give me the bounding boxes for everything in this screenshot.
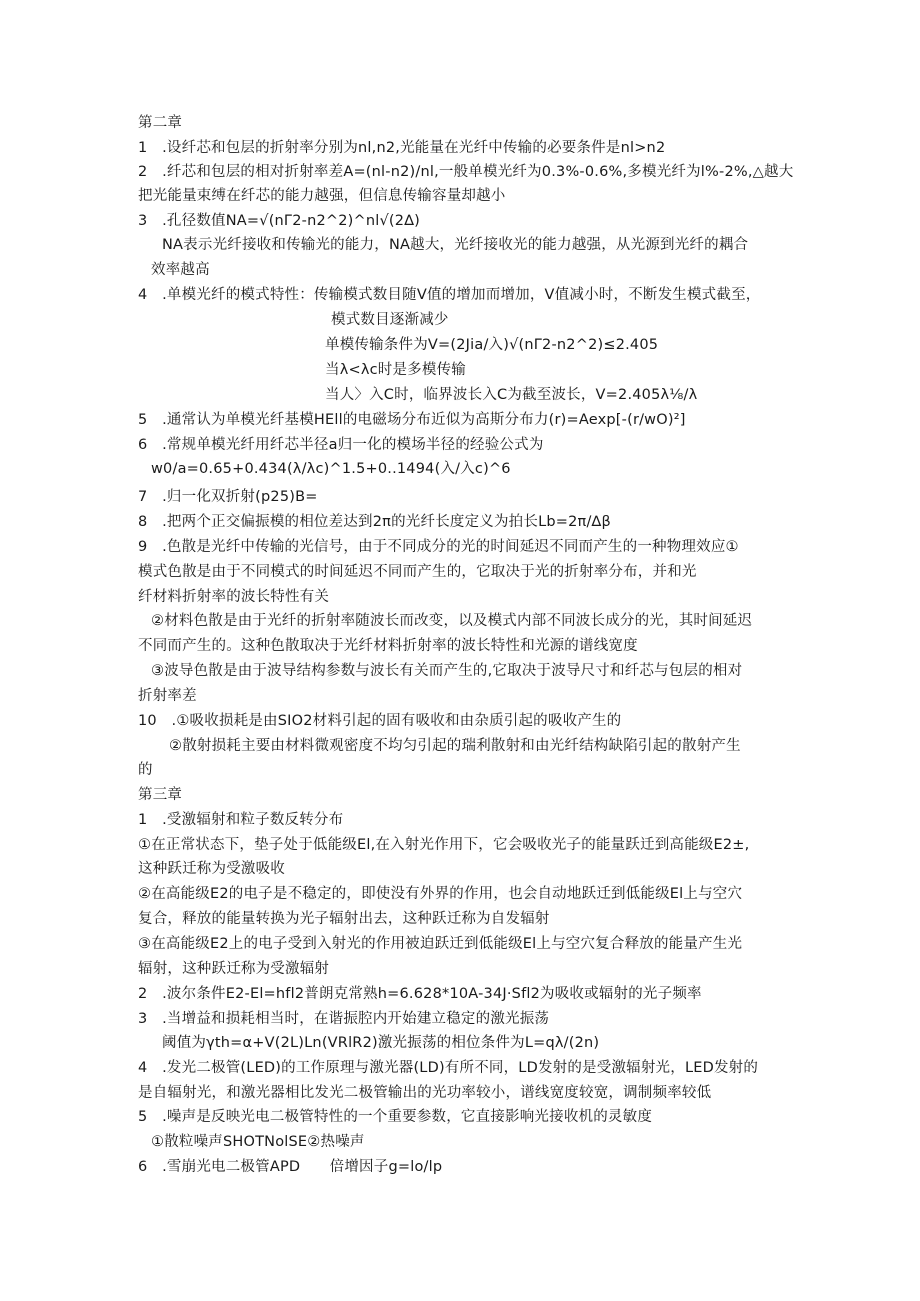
ch2-item-4-cutoff: 当人〉入C时，临界波长入C为截至波长，V=2.405λ⅛∕λ bbox=[325, 387, 698, 403]
ch3-item-3-threshold: 阈值为γth=α+V(2L)Ln(VRlR2)激光振荡的相位条件为L=qλ∕(2n) bbox=[162, 1035, 600, 1051]
ch2-item-9-material-cont: 不同而产生的。这种色散取决于光纤材料折射率的波长特性和光源的谱线宽度 bbox=[138, 638, 638, 654]
ch2-item-9-waveguide-cont: 折射率差 bbox=[138, 688, 197, 704]
ch2-item-3: 3 .孔径数值NA=√(nΓ2-n2^2)^nl√(2∆) bbox=[138, 213, 420, 229]
ch3-item-3: 3 .当增益和损耗相当时，在谐振腔内开始建立稳定的激光振荡 bbox=[138, 1011, 550, 1027]
ch3-item-5: 5 .噪声是反映光电二极管特性的一个重要参数，它直接影响光接收机的灵敏度 bbox=[138, 1109, 653, 1125]
ch3-item-1-spontaneous: ②在高能级E2的电子是不稳定的，即使没有外界的作用，也会自动地跃迁到低能级El上与空穴 bbox=[138, 886, 743, 902]
ch2-item-5: 5 .通常认为单模光纤基模HEll的电磁场分布近似为高斯分布力(r)=Aexp[-(r∕wO)²] bbox=[138, 412, 686, 428]
ch3-item-1: 1 .受激辐射和粒子数反转分布 bbox=[138, 812, 344, 828]
ch2-item-9: 9 .色散是光纤中传输的光信号，由于不同成分的光的时间延迟不同而产生的一种物理效应① bbox=[138, 539, 739, 555]
ch2-item-6-formula: w0∕a=0.65+0.434(λ∕λc)^1.5+0..1494(入/入c)^6 bbox=[151, 461, 511, 477]
ch2-item-3-note-cont: 效率越高 bbox=[151, 262, 210, 278]
ch2-item-10-scatter-cont: 的 bbox=[138, 762, 153, 778]
ch3-item-1-absorption-cont: 这种跃迁称为受激吸收 bbox=[138, 861, 285, 877]
ch2-item-4: 4 .单模光纤的模式特性：传输模式数目随V值的增加而增加，V值减小时，不断发生模式截至， bbox=[138, 287, 761, 303]
ch2-item-10-scatter: ②散射损耗主要由材料微观密度不均匀引起的瑞利散射和由光纤结构缺陷引起的散射产生 bbox=[169, 738, 741, 754]
ch3-item-4: 4 .发光二极管(LED)的工作原理与激光器(LD)有所不同，LD发射的是受激辐射光，LED发射的 bbox=[138, 1060, 759, 1076]
ch3-item-4-cont: 是自辐射光，和激光器相比发光二极管输出的光功率较小，谱线宽度较宽，调制频率较低 bbox=[138, 1085, 712, 1101]
ch3-item-6: 6 .雪崩光电二极管APD 倍增因子g=lo∕lp bbox=[138, 1159, 443, 1175]
ch2-item-4-multimode: 当λ<λc时是多模传输 bbox=[325, 362, 466, 378]
chapter-2-heading: 第二章 bbox=[138, 115, 183, 131]
ch3-item-2: 2 .波尔条件E2-El=hfl2普朗克常熟h=6.628*10A-34J·Sfl2为吸收或辐射的光子频率 bbox=[138, 986, 702, 1002]
ch2-item-7: 7 .归一化双折射(p25)B= bbox=[138, 489, 318, 505]
ch2-item-9-waveguide: ③波导色散是由于波导结构参数与波长有关而产生的,它取决于波导尺寸和纤芯与包层的相对 bbox=[151, 663, 743, 679]
ch3-item-1-stimulated: ③在高能级E2上的电子受到入射光的作用被迫跃迁到低能级El上与空穴复合释放的能量产生光 bbox=[138, 936, 743, 952]
chapter-3-heading: 第三章 bbox=[138, 787, 183, 803]
ch2-item-10: 10 .①吸收损耗是由SIO2材料引起的固有吸收和由杂质引起的吸收产生的 bbox=[138, 713, 622, 729]
ch2-item-9-material: ②材料色散是由于光纤的折射率随波长而改变，以及模式内部不同波长成分的光，其时间延迟 bbox=[151, 613, 753, 629]
ch3-item-5-noise: ①散粒噪声SHOTNolSE②热噪声 bbox=[151, 1134, 365, 1150]
ch3-item-1-absorption: ①在正常状态下，垫子处于低能级El,在入射光作用下，它会吸收光子的能量跃迁到高能级E2±, bbox=[138, 837, 750, 853]
ch2-item-4-cont: 模式数目逐渐减少 bbox=[331, 312, 449, 328]
ch2-item-3-note: NA表示光纤接收和传输光的能力，NA越大，光纤接收光的能力越强，从光源到光纤的耦合 bbox=[162, 237, 749, 253]
ch2-item-9-cont-2: 纤材料折射率的波长特性有关 bbox=[138, 589, 330, 605]
ch2-item-6: 6 .常规单模光纤用纤芯半径a归一化的模场半径的经验公式为 bbox=[138, 437, 544, 453]
ch2-item-4-single-mode: 单模传输条件为V=(2Jia∕入)√(nΓ2-n2^2)≤2.405 bbox=[325, 337, 659, 353]
ch2-item-2-cont: 把光能量束缚在纤芯的能力越强，但信息传输容量却越小 bbox=[138, 188, 506, 204]
ch3-item-1-stimulated-cont: 辐射，这种跃迁称为受激辐射 bbox=[138, 961, 330, 977]
ch2-item-2: 2 .纤芯和包层的相对折射率差A=(nl-n2)∕nl,一般单模光纤为0.3%-0.6%,多模光纤为l%-2%,△越大 bbox=[138, 164, 794, 180]
ch2-item-9-cont-1: 模式色散是由于不同模式的时间延迟不同而产生的，它取决于光的折射率分布，并和光 bbox=[138, 564, 697, 580]
ch3-item-1-spontaneous-cont: 复合，释放的能量转换为光子辐射出去，这种跃迁称为自发辐射 bbox=[138, 911, 550, 927]
ch2-item-8: 8 .把两个正交偏振模的相位差达到2π的光纤长度定义为拍长Lb=2π∕∆β bbox=[138, 514, 611, 530]
ch2-item-1: 1 .设纤芯和包层的折射率分别为nl,n2,光能量在光纤中传输的必要条件是nl>n2 bbox=[138, 140, 666, 156]
